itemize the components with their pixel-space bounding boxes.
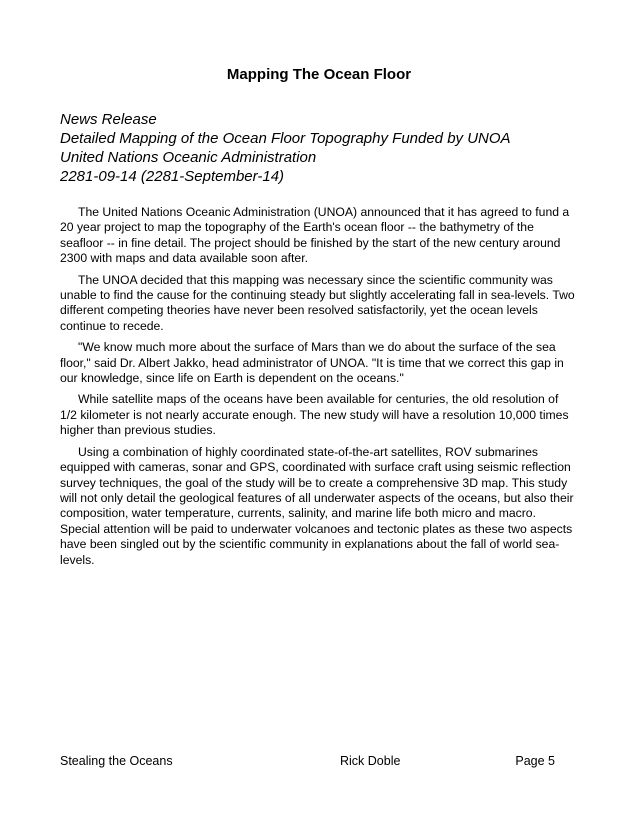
footer-author: Rick Doble (340, 754, 401, 768)
release-headline: Detailed Mapping of the Ocean Floor Topography Funded by UNOA (60, 130, 511, 147)
body-paragraph: "We know much more about the surface of Mars than we do about the surface of the sea floor," said Dr. Albert Jakko, head administrator of UNOA. "It is time that we correct this gap in our knowledge, since life on Earth is dependent on the oceans." (60, 340, 564, 386)
body-paragraph: The United Nations Oceanic Administration (UNOA) announced that it has agreed to fund a 20 year project to map the topography of the Earth's ocean floor -- the bathymetry of the seafloor -- in fine detail. The project should be finished by the start of the new century around 2300 with maps and data available soon after. (60, 205, 570, 266)
release-date: 2281-09-14 (2281-September-14) (60, 168, 285, 185)
footer-page-number: Page 5 (515, 754, 555, 768)
article-body (60, 205, 578, 574)
body-paragraph: While satellite maps of the oceans have been available for centuries, the old resolution of 1/2 kilometer is not nearly accurate enough. The new study will have a resolution 10,000 times higher than previous studies. (60, 392, 569, 438)
page-footer (60, 753, 555, 769)
release-label: News Release (60, 111, 157, 128)
news-release-header (60, 110, 580, 186)
page-title: Mapping The Ocean Floor (226, 66, 412, 83)
footer-book-title: Stealing the Oceans (60, 754, 173, 768)
release-organization: United Nations Oceanic Administration (60, 149, 317, 166)
body-paragraph: The UNOA decided that this mapping was necessary since the scientific community was unable to find the cause for the continuing steady but slightly accelerating fall in sea-levels. Two different competing theories have never been resolved satisfactorily, yet the ocean levels continue to recede. (60, 272, 575, 333)
body-paragraph: Using a combination of highly coordinated state-of-the-art satellites, ROV submarines equipped with cameras, sonar and GPS, coordinated with surface craft using seismic reflection survey techniques, the goal of the study will be to create a comprehensive 3D map. This study will not only detail the geological features of all underwater aspects of the oceans, but also their composition, water temperature, currents, salinity, and marine life both micro and macro. Special attention will be paid to underwater volcanoes and tectonic plates as these two aspects have been singled out by the scientific community in explanations about the fall of world sea-levels. (60, 444, 574, 567)
